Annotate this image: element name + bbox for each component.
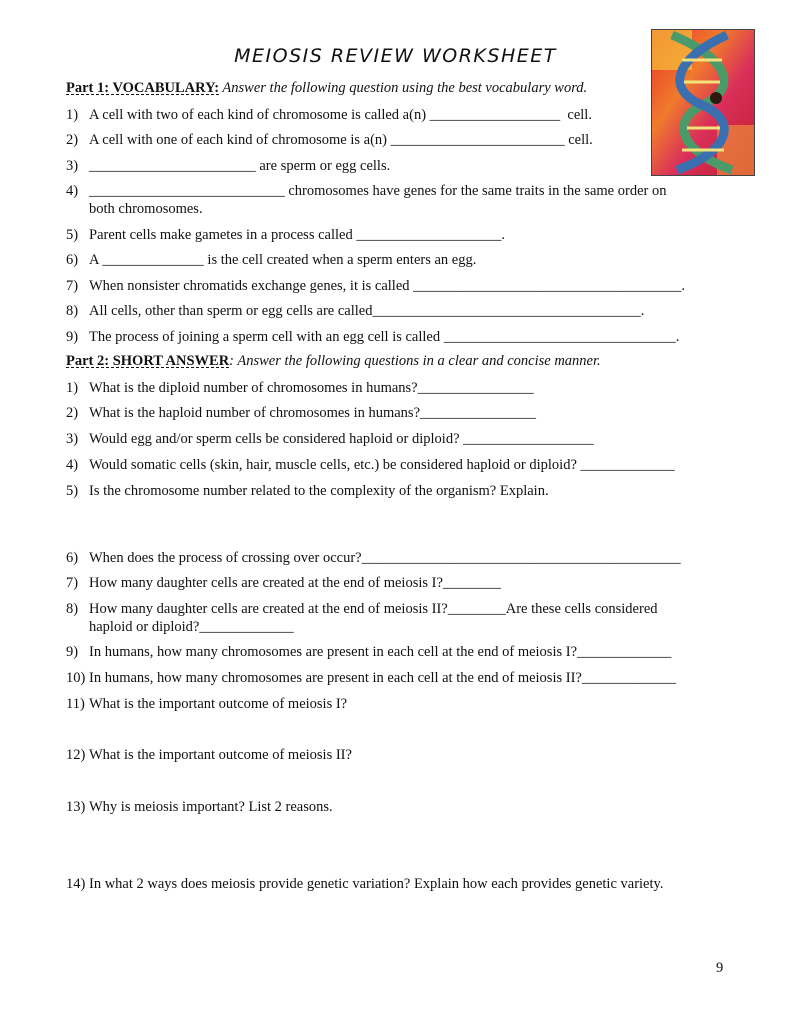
question-number: 3)	[66, 431, 79, 447]
question-number: 4)	[66, 457, 79, 473]
question-text-continued: haploid or diploid?_____________	[89, 619, 294, 635]
question-number: 11)	[66, 696, 85, 712]
question-text: In humans, how many chromosomes are present in each cell at the end of meiosis I?_____________	[89, 644, 672, 660]
question-text: How many daughter cells are created at the end of meiosis II?________Are these cells considered	[89, 601, 658, 617]
question-text: How many daughter cells are created at the end of meiosis I?________	[89, 575, 501, 591]
question-number: 5)	[66, 483, 79, 499]
question-text: In what 2 ways does meiosis provide genetic variation? Explain how each provides genetic variety.	[89, 876, 664, 892]
question-text: When nonsister chromatids exchange genes, it is called _____________________________________.	[89, 278, 686, 294]
question-text: _______________________ are sperm or egg cells.	[89, 158, 391, 174]
question-text: A ______________ is the cell created when a sperm enters an egg.	[89, 252, 477, 268]
question-text: Parent cells make gametes in a process called ____________________.	[89, 227, 505, 243]
question-number: 5)	[66, 227, 79, 243]
part1-header	[66, 80, 587, 97]
question-number: 3)	[66, 158, 79, 174]
worksheet-title: MEIOSIS REVIEW WORKSHEET	[234, 45, 557, 67]
part2-label: Part 2: SHORT ANSWER	[66, 353, 230, 369]
question-number: 6)	[66, 252, 79, 268]
page-number: 9	[716, 960, 724, 976]
question-number: 6)	[66, 550, 79, 566]
question-text: What is the haploid number of chromosomes in humans?________________	[89, 405, 537, 421]
question-number: 4)	[66, 183, 79, 199]
question-text: All cells, other than sperm or egg cells are called_____________________________________.	[89, 303, 645, 319]
question-number: 2)	[66, 132, 79, 148]
part1-instruction: Answer the following question using the best vocabulary word.	[219, 80, 588, 96]
question-number: 9)	[66, 644, 79, 660]
question-number: 13)	[66, 799, 86, 815]
part1-label: Part 1: VOCABULARY:	[66, 80, 220, 96]
question-text: The process of joining a sperm cell with an egg cell is called ________________________________.	[89, 329, 680, 345]
question-text: Is the chromosome number related to the complexity of the organism? Explain.	[89, 483, 549, 499]
dna-helix-image	[651, 29, 755, 176]
question-number: 7)	[66, 575, 79, 591]
part2-instruction: : Answer the following questions in a clear and concise manner.	[229, 353, 601, 369]
question-number: 8)	[66, 601, 79, 617]
question-text: What is the important outcome of meiosis I?	[89, 696, 348, 712]
question-number: 9)	[66, 329, 79, 345]
question-number: 8)	[66, 303, 79, 319]
question-text-continued: both chromosomes.	[89, 201, 203, 217]
question-number: 1)	[66, 107, 79, 123]
question-text: Would egg and/or sperm cells be considered haploid or diploid? __________________	[89, 431, 594, 447]
question-number: 12)	[66, 747, 86, 763]
question-text: A cell with two of each kind of chromosome is called a(n) __________________ cell.	[89, 107, 592, 123]
question-text: What is the diploid number of chromosomes in humans?________________	[89, 380, 534, 396]
question-text: What is the important outcome of meiosis II?	[89, 747, 352, 763]
question-text: Why is meiosis important? List 2 reasons.	[89, 799, 333, 815]
part2-header	[66, 353, 601, 370]
question-text: In humans, how many chromosomes are present in each cell at the end of meiosis II?_____________	[89, 670, 677, 686]
question-number: 7)	[66, 278, 79, 294]
dna-helix-icon	[652, 30, 754, 175]
question-text: A cell with one of each kind of chromosome is a(n) ________________________ cell.	[89, 132, 593, 148]
question-number: 14)	[66, 876, 86, 892]
question-number: 10)	[66, 670, 86, 686]
question-text: ___________________________ chromosomes have genes for the same traits in the same order on	[89, 183, 667, 199]
question-text: When does the process of crossing over occur?____________________________________________	[89, 550, 681, 566]
question-number: 1)	[66, 380, 79, 396]
question-number: 2)	[66, 405, 79, 421]
question-text: Would somatic cells (skin, hair, muscle cells, etc.) be considered haploid or diploid? _____________	[89, 457, 675, 473]
